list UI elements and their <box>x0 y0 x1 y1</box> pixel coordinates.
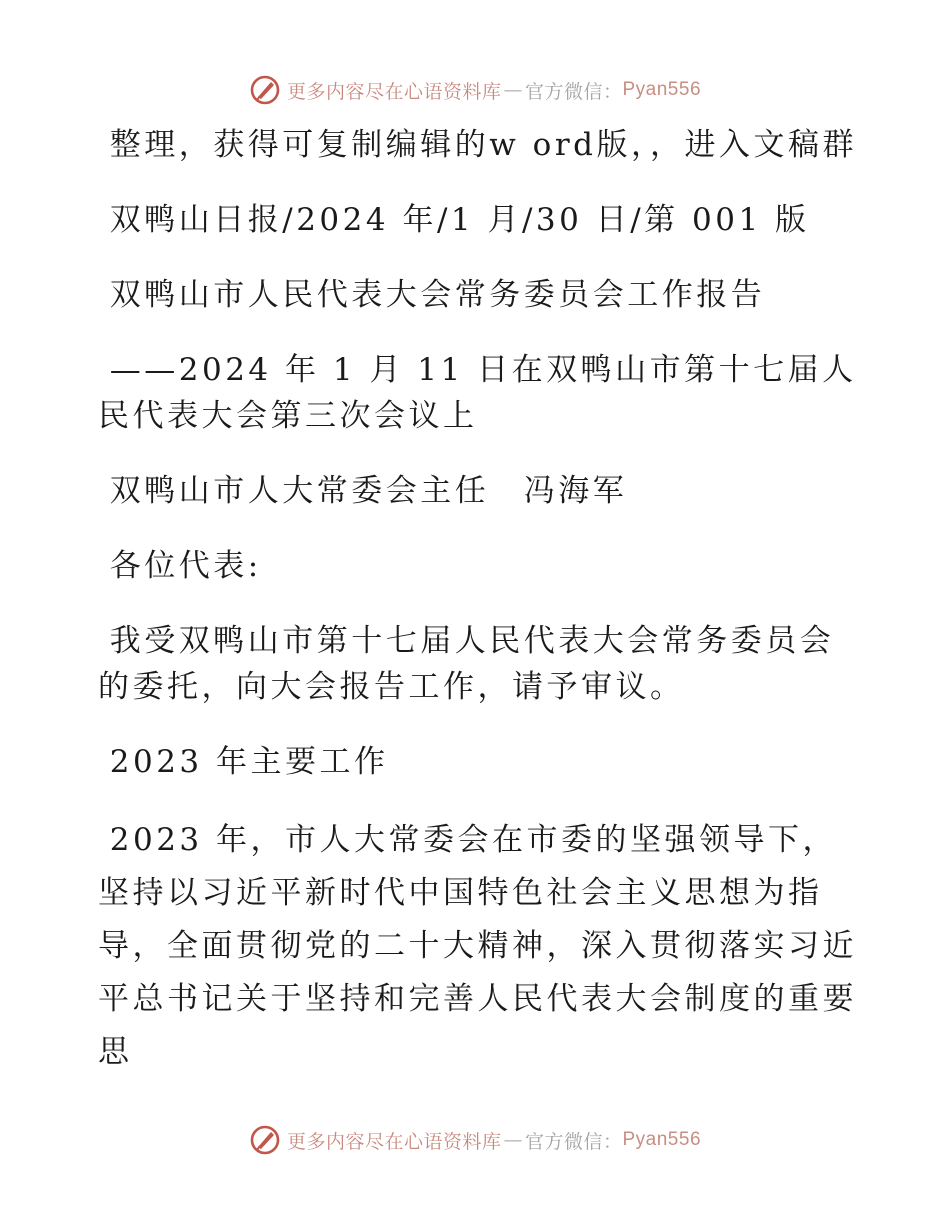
body-paragraph: 2023 年，市人大常委会在市委的坚强领导下，坚持以习近平新时代中国特色社会主义思想为指导，全面贯彻党的二十大精神，深入贯彻落实习近平总书记关于坚持和完善人民代表大会制度的重要思 <box>98 822 857 1070</box>
intro-note: 整理，获得可复制编辑的w ord版，，进入文稿群 <box>109 127 857 163</box>
watermark-wechat-label: 官方微信： <box>524 1130 623 1153</box>
watermark-site-text: 更多内容尽在心语资料库 <box>286 1130 502 1153</box>
watermark-wechat-id: Pyan556 <box>622 1129 702 1150</box>
report-title: 双鸭山市人民代表大会常务委员会工作报告 <box>109 277 766 313</box>
opening-paragraph: 我受双鸭山市第十七届人民代表大会常务委员会的委托，向大会报告工作，请予审议。 <box>98 623 835 705</box>
report-subtitle: ——2024 年 1 月 11 日在双鸭山市第十七届人民代表大会第三次会议上 <box>98 352 857 434</box>
quill-pen-logo-icon <box>249 1124 281 1156</box>
quill-pen-logo-icon <box>249 74 281 106</box>
author-line: 双鸭山市人大常委会主任 冯海军 <box>109 473 628 509</box>
salutation: 各位代表: <box>109 548 262 584</box>
watermark-separator: — <box>503 79 523 101</box>
header-watermark <box>0 70 950 110</box>
watermark-separator: — <box>503 1129 523 1151</box>
document-body <box>98 122 858 1079</box>
watermark-site-text: 更多内容尽在心语资料库 <box>286 80 502 103</box>
watermark-wechat-id: Pyan556 <box>622 79 702 100</box>
source-line: 双鸭山日报/2024 年/1 月/30 日/第 001 版 <box>109 202 810 238</box>
watermark-wechat-label: 官方微信： <box>524 80 623 103</box>
section-heading: 2023 年主要工作 <box>109 744 389 780</box>
footer-watermark <box>0 1120 950 1160</box>
